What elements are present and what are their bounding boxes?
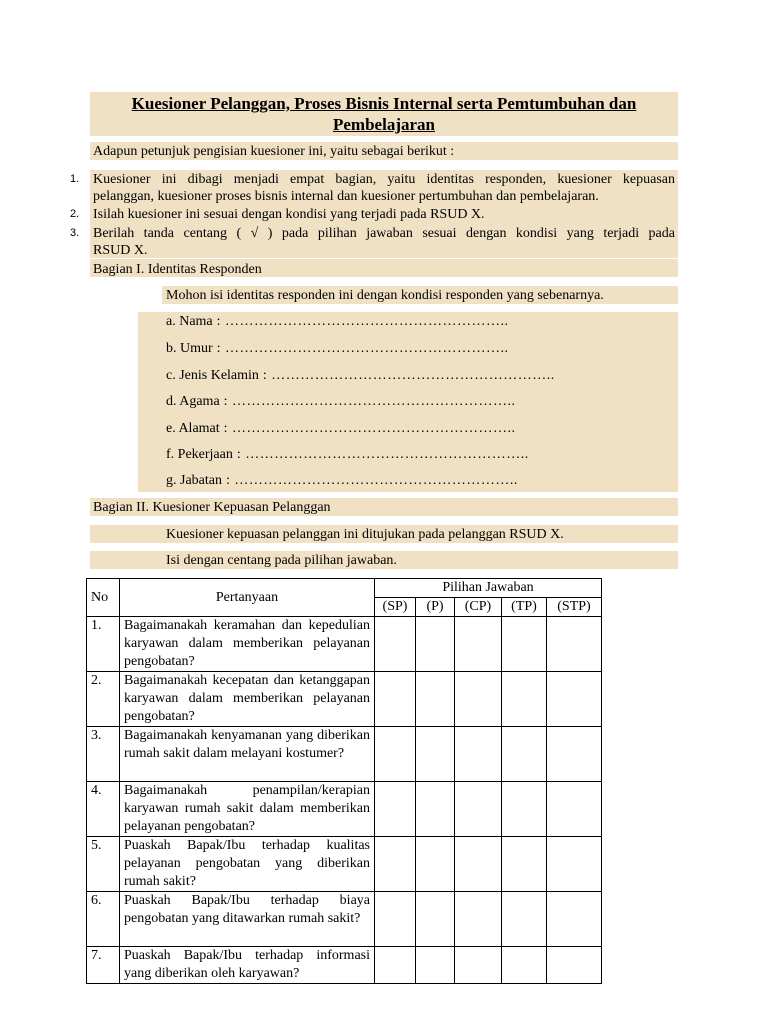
instruction-number: 1. xyxy=(70,173,80,185)
row-number: 1. xyxy=(87,617,120,672)
answer-cell-p[interactable] xyxy=(416,892,455,947)
row-number: 7. xyxy=(87,947,120,984)
answer-cell-tp[interactable] xyxy=(502,672,547,727)
answer-cell-sp[interactable] xyxy=(375,782,416,837)
answer-cell-tp[interactable] xyxy=(502,947,547,984)
answer-cell-p[interactable] xyxy=(416,672,455,727)
answer-cell-sp[interactable] xyxy=(375,617,416,672)
choice-header-cp: (CP) xyxy=(455,598,502,617)
answer-cell-p[interactable] xyxy=(416,617,455,672)
row-number: 5. xyxy=(87,837,120,892)
answer-cell-sp[interactable] xyxy=(375,892,416,947)
table-row xyxy=(87,837,602,892)
table-header-row xyxy=(87,579,602,598)
section1-note: Mohon isi identitas responden ini dengan kondisi responden yang sebenarnya. xyxy=(166,288,604,303)
field-pekerjaan[interactable]: f. Pekerjaan : ………………………………………………….. xyxy=(166,447,529,462)
answer-cell-p[interactable] xyxy=(416,837,455,892)
field-umur[interactable]: b. Umur : ………………………………………………….. xyxy=(166,341,509,356)
question-text: Bagaimanakah penampilan/kerapian karyawan rumah sakit dalam memberikan pelayanan pengobatan? xyxy=(120,782,375,837)
answer-cell-sp[interactable] xyxy=(375,837,416,892)
choice-header-sp: (SP) xyxy=(375,598,416,617)
instruction-number: 3. xyxy=(70,227,80,239)
answer-cell-p[interactable] xyxy=(416,727,455,782)
question-text: Bagaimanakah keramahan dan kepedulian karyawan dalam memberikan pelayanan pengobatan? xyxy=(120,617,375,672)
instruction-number: 2. xyxy=(70,208,80,220)
section2-note-2: Isi dengan centang pada pilihan jawaban. xyxy=(166,553,397,568)
field-alamat[interactable]: e. Alamat : ………………………………………………….. xyxy=(166,421,516,436)
choice-header-p: (P) xyxy=(416,598,455,617)
field-agama[interactable]: d. Agama : ………………………………………………….. xyxy=(166,394,516,409)
answer-cell-stp[interactable] xyxy=(547,837,602,892)
answer-cell-sp[interactable] xyxy=(375,947,416,984)
section2-heading: Bagian II. Kuesioner Kepuasan Pelanggan xyxy=(93,500,331,515)
answer-cell-cp[interactable] xyxy=(455,947,502,984)
answer-cell-stp[interactable] xyxy=(547,782,602,837)
row-number: 6. xyxy=(87,892,120,947)
question-text: Puaskah Bapak/Ibu terhadap kualitas pelayanan pengobatan yang diberikan rumah sakit? xyxy=(120,837,375,892)
table-row xyxy=(87,947,602,984)
answer-cell-p[interactable] xyxy=(416,947,455,984)
choice-header-tp: (TP) xyxy=(502,598,547,617)
row-number: 2. xyxy=(87,672,120,727)
answer-cell-cp[interactable] xyxy=(455,672,502,727)
question-text: Bagaimanakah kenyamanan yang diberikan rumah sakit dalam melayani kostumer? xyxy=(120,727,375,782)
answer-cell-tp[interactable] xyxy=(502,782,547,837)
row-number: 3. xyxy=(87,727,120,782)
title-line-1: Kuesioner Pelanggan, Proses Bisnis Internal serta Pemtumbuhan dan xyxy=(131,94,637,113)
intro-text: Adapun petunjuk pengisian kuesioner ini, yaitu sebagai berikut : xyxy=(93,144,455,159)
question-text: Puaskah Bapak/Ibu terhadap biaya pengobatan yang ditawarkan rumah sakit? xyxy=(120,892,375,947)
table-row xyxy=(87,727,602,782)
answer-cell-sp[interactable] xyxy=(375,672,416,727)
answer-cell-sp[interactable] xyxy=(375,727,416,782)
answer-cell-tp[interactable] xyxy=(502,617,547,672)
field-nama[interactable]: a. Nama : ………………………………………………….. xyxy=(166,314,509,329)
table-row xyxy=(87,672,602,727)
column-header-choices: Pilihan Jawaban xyxy=(375,579,602,598)
answer-cell-stp[interactable] xyxy=(547,617,602,672)
table-row xyxy=(87,782,602,837)
answer-cell-tp[interactable] xyxy=(502,727,547,782)
question-text: Puaskah Bapak/Ibu terhadap informasi yang diberikan oleh karyawan? xyxy=(120,947,375,984)
instruction-1-line-2: pelanggan, kuesioner proses bisnis internal dan kuesioner pertumbuhan dan pembelajaran. xyxy=(93,189,599,204)
section2-note-1: Kuesioner kepuasan pelanggan ini ditujukan pada pelanggan RSUD X. xyxy=(166,527,564,542)
instruction-1-line-1: Kuesioner ini dibagi menjadi empat bagian, yaitu identitas responden, kuesioner kepuasan xyxy=(93,172,675,187)
column-header-no: No xyxy=(87,579,120,617)
instruction-3-line-2: RSUD X. xyxy=(93,243,148,258)
answer-cell-cp[interactable] xyxy=(455,837,502,892)
answer-cell-cp[interactable] xyxy=(455,727,502,782)
section1-heading: Bagian I. Identitas Responden xyxy=(93,262,262,277)
table-row xyxy=(87,892,602,947)
answer-cell-cp[interactable] xyxy=(455,892,502,947)
column-header-question: Pertanyaan xyxy=(120,579,375,617)
field-jenis-kelamin[interactable]: c. Jenis Kelamin : ………………………………………………….. xyxy=(166,368,555,383)
answer-cell-cp[interactable] xyxy=(455,782,502,837)
answer-cell-tp[interactable] xyxy=(502,837,547,892)
question-text: Bagaimanakah kecepatan dan ketanggapan karyawan dalam memberikan pelayanan pengobatan? xyxy=(120,672,375,727)
table-row xyxy=(87,617,602,672)
choice-header-stp: (STP) xyxy=(547,598,602,617)
row-number: 4. xyxy=(87,782,120,837)
answer-cell-stp[interactable] xyxy=(547,892,602,947)
answer-cell-stp[interactable] xyxy=(547,727,602,782)
answer-cell-stp[interactable] xyxy=(547,672,602,727)
answer-cell-tp[interactable] xyxy=(502,892,547,947)
field-jabatan[interactable]: g. Jabatan : ………………………………………………….. xyxy=(166,473,518,488)
instruction-3-line-1: Berilah tanda centang ( √ ) pada pilihan jawaban sesuai dengan kondisi yang terjadi pada xyxy=(93,226,675,241)
title-line-2: Pembelajaran xyxy=(333,115,435,134)
answer-cell-stp[interactable] xyxy=(547,947,602,984)
answer-cell-p[interactable] xyxy=(416,782,455,837)
answer-cell-cp[interactable] xyxy=(455,617,502,672)
questionnaire-table xyxy=(86,578,602,984)
instruction-2-line-1: Isilah kuesioner ini sesuai dengan kondisi yang terjadi pada RSUD X. xyxy=(93,207,485,222)
